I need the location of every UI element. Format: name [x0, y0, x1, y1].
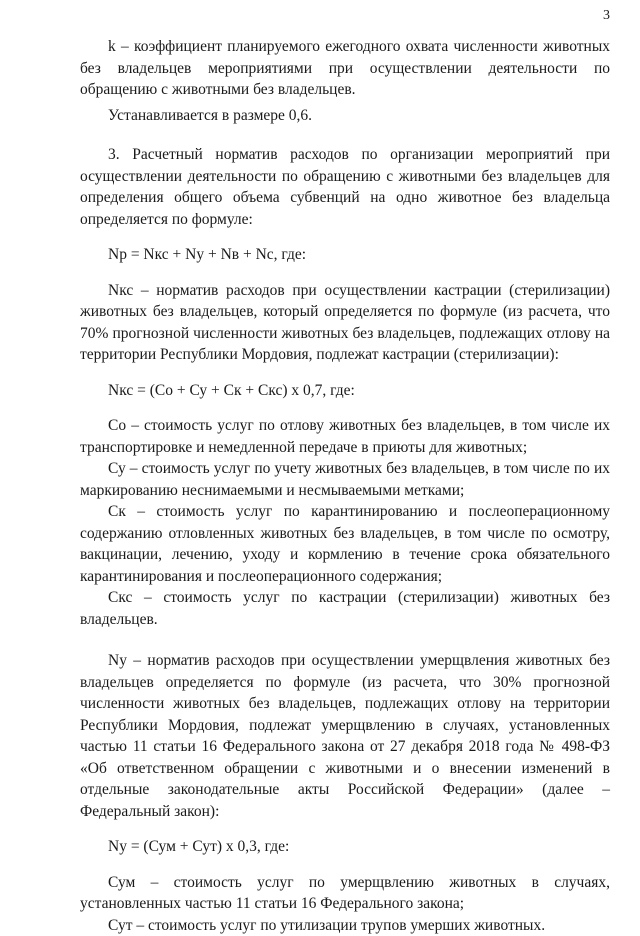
page-number: 3: [603, 8, 610, 24]
formula-np: Nр = Nкс + Nу + Nв + Nс, где:: [80, 244, 610, 266]
paragraph-cum-definition: Сум – стоимость услуг по умерщвлению животных в случаях, установленных частью 11 статьи 16 Федерального закона;: [80, 872, 610, 915]
paragraph-ck-definition: Ск – стоимость услуг по карантинированию и послеоперационному содержанию отловленных животных без владельцев, в том числе по осмотру, вакцинации, лечению, уходу и кормлению в течение срока обязательного карантинирования и послеоперационного содержания;: [80, 501, 610, 587]
paragraph-co-definition: Со – стоимость услуг по отлову животных без владельцев, в том числе их транспортировке и немедленной передаче в приюты для животных;: [80, 415, 610, 458]
paragraph-ny-definition: Nу – норматив расходов при осуществлении умерщвления животных без владельцев определяется по формуле (из расчета, что 30% прогнозной численности животных без владельцев, подлежащих отлову на территории Республики Мордовия, подлежат умерщвлению в случаях, установленных частью 11 статьи 16 Федерального закона от 27 декабря 2018 года № 498-ФЗ «Об ответственном обращении с животными и о внесении изменений в отдельные законодательные акты Российской Федерации» (далее – Федеральный закон):: [80, 650, 610, 822]
paragraph-cks-definition: Скс – стоимость услуг по кастрации (стерилизации) животных без владельцев.: [80, 587, 610, 630]
document-body: [80, 36, 610, 936]
formula-ny: Nу = (Сум + Сут) х 0,3, где:: [80, 836, 610, 858]
paragraph-nks-definition: Nкс – норматив расходов при осуществлении кастрации (стерилизации) животных без владельцев, который определяется по формуле (из расчета, что 70% прогнозной численности животных без владельцев, подлежащих отлову на территории Республики Мордовия, подлежат кастрации (стерилизации):: [80, 280, 610, 366]
formula-nks: Nкс = (Со + Су + Ск + Скс) х 0,7, где:: [80, 380, 610, 402]
paragraph-k-value: Устанавливается в размере 0,6.: [80, 105, 610, 127]
paragraph-k-definition: k – коэффициент планируемого ежегодного охвата численности животных без владельцев мероприятиями при осуществлении деятельности по обращению с животными без владельцев.: [80, 36, 610, 101]
paragraph-item-3: 3. Расчетный норматив расходов по организации мероприятий при осуществлении деятельности по обращению с животными без владельцев для определения общего объема субвенций на одно животное без владельца определяется по формуле:: [80, 144, 610, 230]
paragraph-cy-definition: Су – стоимость услуг по учету животных без владельцев, в том числе по их маркированию неснимаемыми и несмываемыми метками;: [80, 458, 610, 501]
paragraph-cut-definition: Сут – стоимость услуг по утилизации трупов умерших животных.: [80, 915, 610, 936]
